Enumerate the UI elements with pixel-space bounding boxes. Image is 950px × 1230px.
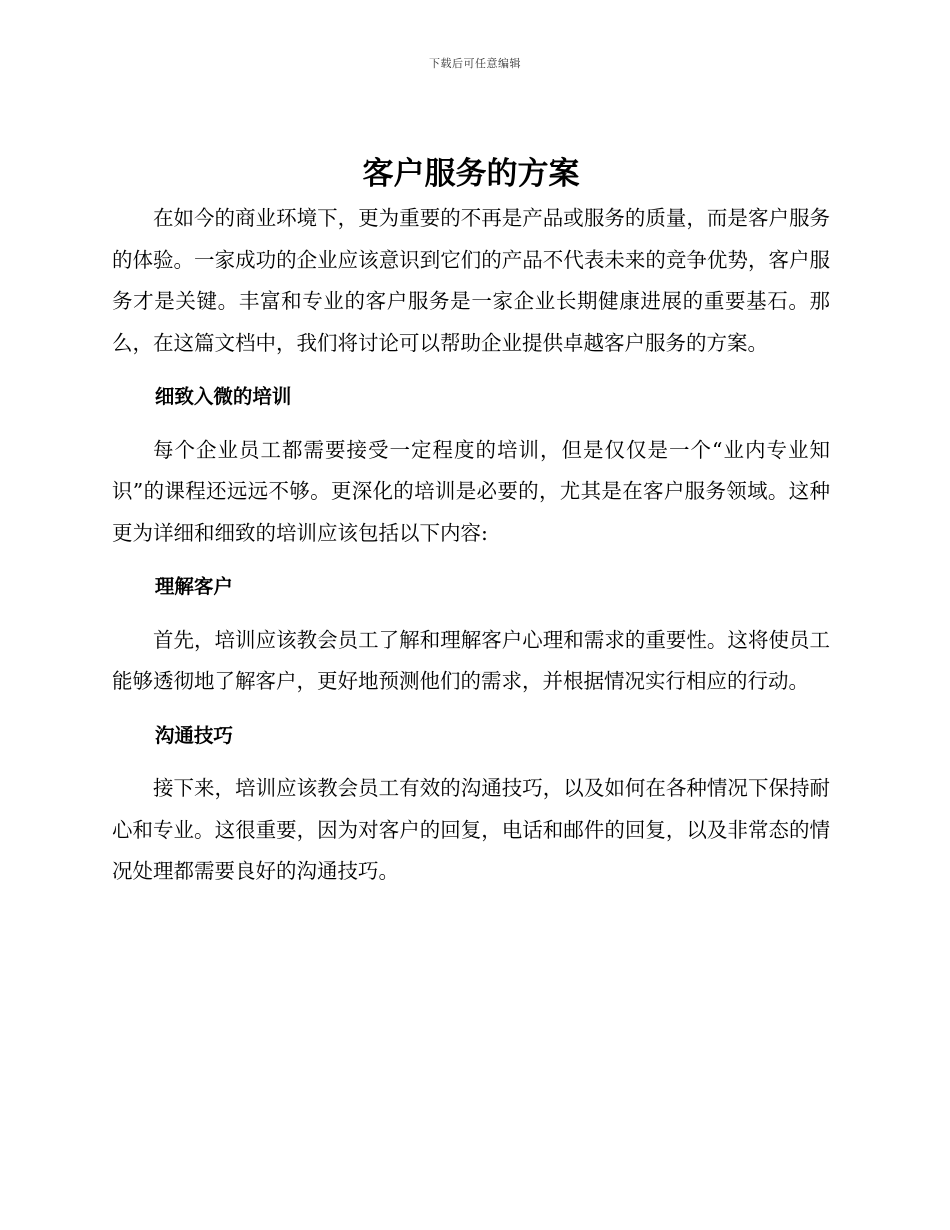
intro-paragraph: 在如今的商业环境下，更为重要的不再是产品或服务的质量，而是客户服务的体验。一家成功的企业应该意识到它们的产品不代表未来的竞争优势，客户服务才是关键。丰富和专业的客户服务是一家企业长期健康进展的重要基石。那么，在这篇文档中，我们将讨论可以帮助企业提供卓越客户服务的方案。 — [112, 206, 830, 355]
section-heading-training: 细致入微的培训 — [154, 385, 292, 408]
section-body-communication: 接下来，培训应该教会员工有效的沟通技巧，以及如何在各种情况下保持耐心和专业。这很重要，因为对客户的回复，电话和邮件的回复，以及非常态的情况处理都需要良好的沟通技巧。 — [112, 776, 830, 883]
header-note: 下载后可任意编辑 — [429, 57, 521, 70]
section-body-training: 每个企业员工都需要接受一定程度的培训，但是仅仅是一个“业内专业知识”的课程还远远不够。更深化的培训是必要的，尤其是在客户服务领域。这种更为详细和细致的培训应该包括以下内容: — [112, 437, 830, 545]
document-body — [112, 150, 830, 893]
section-body-understand-customers: 首先，培训应该教会员工了解和理解客户心理和需求的重要性。这将使员工能够透彻地了解客户，更好地预测他们的需求，并根据情况实行相应的行动。 — [112, 627, 830, 693]
section-heading-understand-customers: 理解客户 — [154, 575, 233, 598]
section-heading-communication: 沟通技巧 — [154, 723, 233, 747]
document-title: 客户服务的方案 — [362, 156, 580, 192]
